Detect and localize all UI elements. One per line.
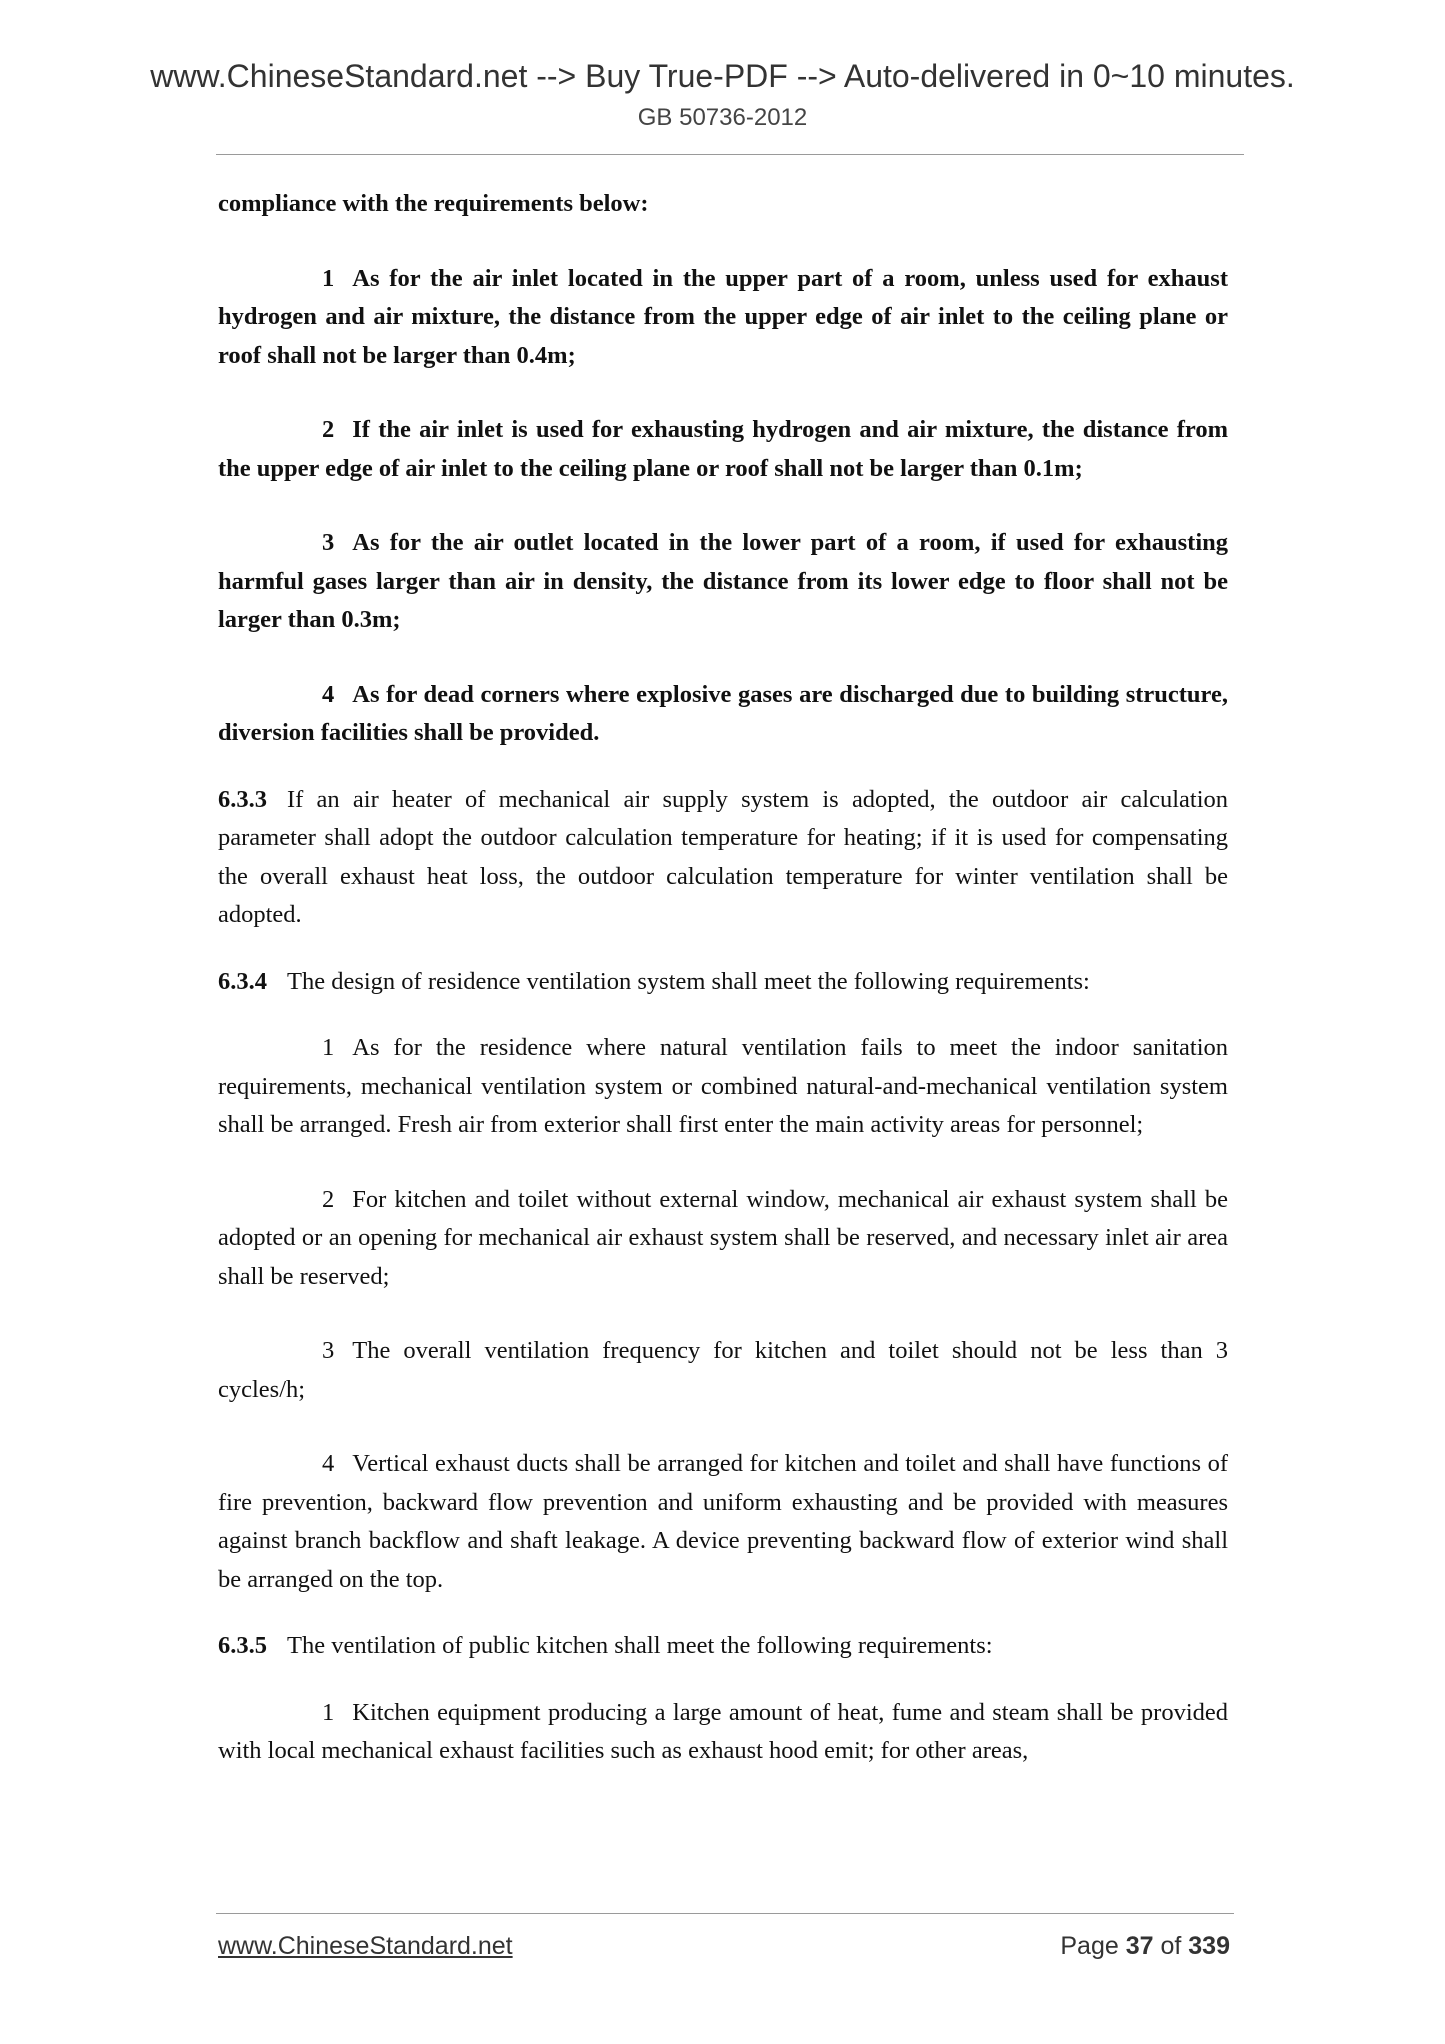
item-number: 2	[322, 416, 335, 443]
item-number: 3	[322, 529, 335, 556]
page-total: 339	[1188, 1932, 1230, 1960]
item-number: 4	[322, 1450, 335, 1477]
item-text: As for the residence where natural ventilation fails to meet the indoor sanitation requirements, mechanical ventilation system or combined natural-and-mechanical ventilation system shall be arranged. Fresh air from exterior shall first enter the main activity areas for personnel;	[218, 1034, 1228, 1138]
item-number: 3	[322, 1337, 335, 1364]
clause-number: 6.3.5	[218, 1632, 267, 1659]
item-text: Vertical exhaust ducts shall be arranged for kitchen and toilet and shall have functions of fire prevention, backward flow prevention and uniform exhausting and be provided with measures against branch backflow and shaft leakage. A device preventing backward flow of exterior wind shall be arranged on the top.	[218, 1450, 1228, 1593]
page-of: of	[1160, 1932, 1182, 1960]
page-content	[218, 185, 1228, 1807]
page-label: Page	[1060, 1932, 1119, 1960]
item-number: 1	[322, 1034, 335, 1061]
clause-6-3-4	[218, 963, 1228, 1002]
clause-number: 6.3.4	[218, 967, 267, 995]
header-divider	[216, 154, 1244, 155]
item-text: The overall ventilation frequency for kitchen and toilet should not be less than 3 cycles/h;	[218, 1337, 1228, 1403]
list-item	[218, 1694, 1228, 1771]
list-item	[218, 1181, 1228, 1297]
clause-text: If an air heater of mechanical air supply system is adopted, the outdoor air calculation parameter shall adopt the outdoor calculation temperature for heating; if it is used for compensating the overall exhaust heat loss, the outdoor calculation temperature for winter ventilation shall be adopted.	[218, 785, 1228, 928]
list-item	[218, 524, 1228, 640]
clause-number: 6.3.3	[218, 785, 267, 813]
list-item	[218, 1445, 1228, 1599]
clause-text: The design of residence ventilation system shall meet the following requirements:	[287, 967, 1090, 995]
footer-website-link[interactable]: www.ChineseStandard.net	[218, 1932, 513, 1960]
standard-code: GB 50736-2012	[637, 104, 808, 131]
item-number: 4	[322, 680, 335, 708]
page-current: 37	[1125, 1932, 1154, 1960]
item-text: As for the air inlet located in the upper part of a room, unless used for exhaust hydrogen and air mixture, the distance from the upper edge of air inlet to the ceiling plane or roof shall not be larger than 0.4m;	[218, 264, 1228, 369]
item-text: As for dead corners where explosive gases are discharged due to building structure, diversion facilities shall be provided.	[218, 680, 1228, 746]
intro-paragraph: compliance with the requirements below:	[218, 190, 649, 217]
header-banner[interactable]: www.ChineseStandard.net --> Buy True-PDF --> Auto-delivered in 0~10 minutes.	[150, 58, 1295, 94]
item-text: Kitchen equipment producing a large amount of heat, fume and steam shall be provided with local mechanical exhaust facilities such as exhaust hood emit; for other areas,	[218, 1698, 1228, 1764]
item-text: As for the air outlet located in the lower part of a room, if used for exhausting harmful gases larger than air in density, the distance from its lower edge to floor shall not be larger than 0.3m;	[218, 529, 1228, 633]
item-number: 1	[322, 1698, 335, 1726]
item-text: If the air inlet is used for exhausting hydrogen and air mixture, the distance from the upper edge of air inlet to the ceiling plane or roof shall not be larger than 0.1m;	[218, 416, 1228, 482]
clause-text: The ventilation of public kitchen shall meet the following requirements:	[287, 1632, 993, 1659]
footer-divider	[216, 1913, 1234, 1914]
list-item	[218, 676, 1228, 753]
item-number: 1	[322, 264, 335, 292]
list-item	[218, 411, 1228, 488]
page-indicator	[1060, 1932, 1230, 1961]
list-item	[218, 1332, 1228, 1409]
item-number: 2	[322, 1185, 335, 1213]
list-item	[218, 260, 1228, 376]
item-text: For kitchen and toilet without external window, mechanical air exhaust system shall be adopted or an opening for mechanical air exhaust system shall be reserved, and necessary inlet air area shall be reserved;	[218, 1185, 1228, 1290]
clause-6-3-5	[218, 1627, 1228, 1666]
list-item	[218, 1029, 1228, 1145]
clause-6-3-3	[218, 781, 1228, 935]
